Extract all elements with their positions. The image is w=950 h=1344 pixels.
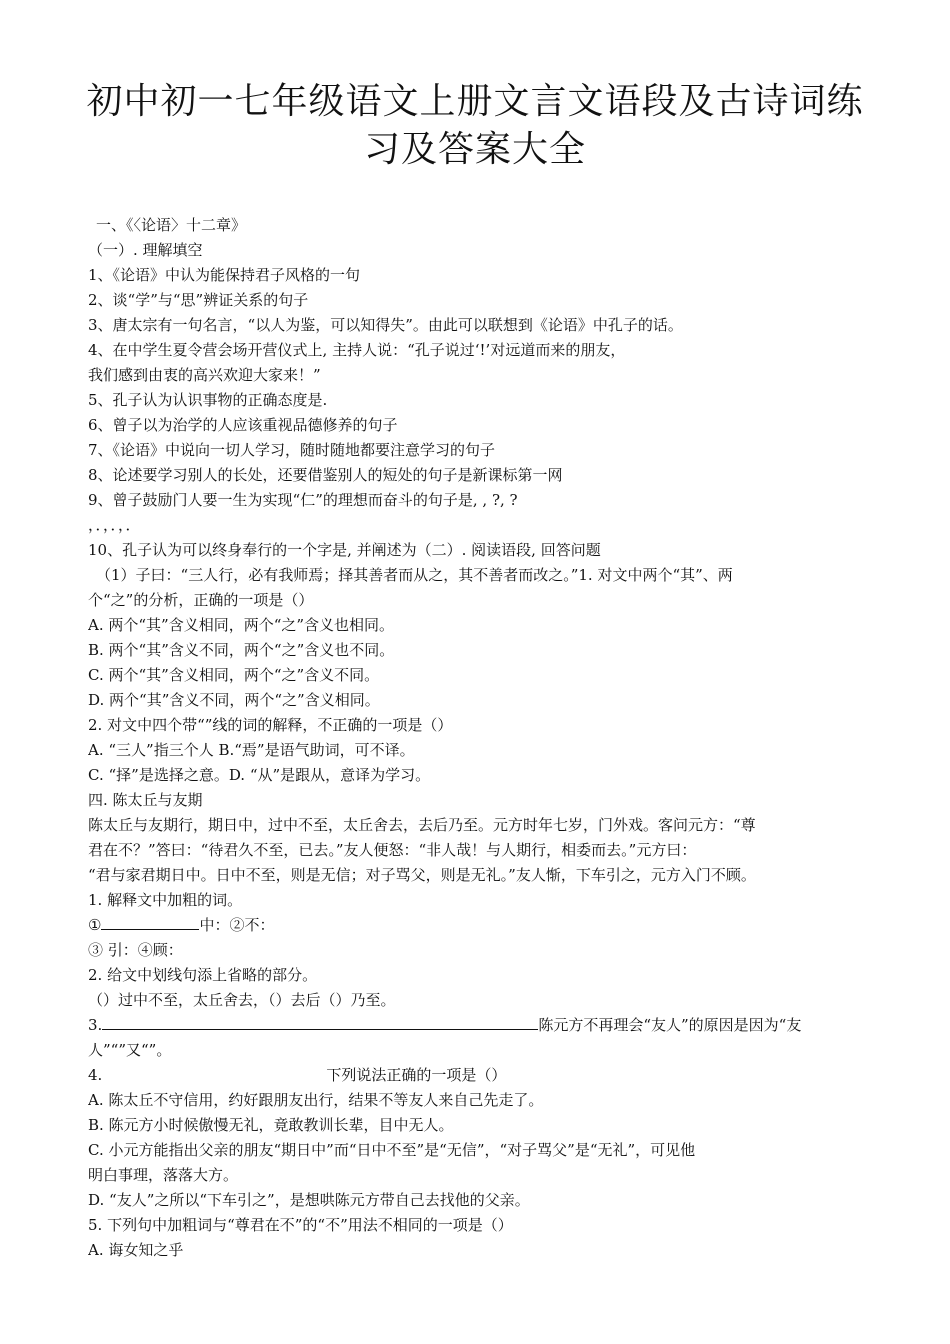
- question-text: 陈元方不再理会“友人”的原因是因为“友: [538, 1016, 802, 1034]
- option-line: D. “友人”之所以“下车引之”，是想哄陈元方带自己去找他的父亲。: [88, 1191, 530, 1209]
- option-line: B. 两个“其”含义不同，两个“之”含义也不同。: [88, 641, 395, 659]
- document-title-line-1: 初中初一七年级语文上册文言文语段及古诗词练: [86, 81, 864, 122]
- question-line: 10、孔子认为可以终身奉行的一个字是, 并阐述为（二）. 阅读语段, 回答问题: [88, 541, 601, 559]
- option-line: C. 小元方能指出父亲的朋友“期日中”而“日中不至”是“无信”，“对子骂父”是“无礼”，可见他: [88, 1141, 696, 1159]
- question-line: 7、《论语》中说向一切人学习，随时随地都要注意学习的句子: [88, 441, 496, 459]
- option-line: A. 诲女知之乎: [88, 1241, 184, 1259]
- answer-blank[interactable]: [101, 914, 199, 930]
- passage-line: 君在不？”答曰：“待君久不至，已去。”友人便怒：“非人哉！与人期行，相委而去。”元方曰：: [88, 841, 697, 859]
- option-line: A. “三人”指三个人 B.“焉”是语气助词，可不译。: [88, 741, 415, 759]
- question-line: 4、在中学生夏令营会场开营仪式上, 主持人说：“孔子说过‘!’对远道而来的朋友，: [88, 341, 626, 359]
- section-heading: 四. 陈太丘与友期: [88, 791, 203, 809]
- question-number: 3.: [88, 1016, 103, 1034]
- question-line: 1、《论语》中认为能保持君子风格的一句: [88, 266, 361, 284]
- option-line: B. 陈元方小时候傲慢无礼，竟敢教训长辈，目中无人。: [88, 1116, 454, 1134]
- passage-line: （1）子曰：“三人行，必有我师焉；择其善者而从之，其不善者而改之。”1. 对文中两个“其”、两: [96, 566, 733, 584]
- question-number: 4.: [88, 1066, 103, 1084]
- option-line: A. 陈太丘不守信用，约好跟朋友出行，结果不等友人来自己先走了。: [88, 1091, 544, 1109]
- question-line: [88, 1013, 868, 1038]
- question-line: 6、曾子以为治学的人应该重视品德修养的句子: [88, 416, 398, 434]
- option-line: C. 两个“其”含义相同，两个“之”含义不同。: [88, 666, 380, 684]
- option-line: D. 两个“其”含义不同，两个“之”含义相同。: [88, 691, 380, 709]
- question-line: 5. 下列句中加粗词与“尊君在不”的“不”用法不相同的一项是（）: [88, 1216, 513, 1234]
- answer-blank[interactable]: [102, 1014, 538, 1030]
- blank-label: 中：②不：: [199, 916, 275, 934]
- option-line: 明白事理，落落大方。: [88, 1166, 239, 1184]
- question-line: 3、唐太宗有一句名言，“以人为鉴，可以知得失”。由此可以联想到《论语》中孔子的话。: [88, 316, 683, 334]
- circle-number: ①: [88, 916, 102, 934]
- question-line: 9、曾子鼓励门人要一生为实现“仁”的理想而奋斗的句子是, , ?, ?: [88, 491, 518, 509]
- passage-line: 陈太丘与友期行，期日中，过中不至，太丘舍去，去后乃至。元方时年七岁，门外戏。客问元方：“尊: [88, 816, 756, 834]
- option-line: C. “择”是选择之意。D. “从”是跟从，意译为学习。: [88, 766, 431, 784]
- subsection-heading: （一）. 理解填空: [88, 241, 203, 259]
- question-line: 人”“”又“”。: [88, 1041, 172, 1059]
- document-title-line-2: 习及答案大全: [363, 129, 586, 170]
- punctuation-line: ，．，．，．: [88, 516, 141, 534]
- passage-line: “君与家君期日中。日中不至，则是无信；对子骂父，则是无礼。”友人惭，下车引之，元方入门不顾。: [88, 866, 756, 884]
- fill-blank-line: [88, 913, 868, 938]
- fill-blank-line: ③ 引：④顾：: [88, 941, 183, 959]
- document-body: [88, 213, 868, 1263]
- question-line: 1. 解释文中加粗的词。: [88, 891, 243, 909]
- question-line: （）过中不至，太丘舍去，（）去后（）乃至。: [88, 991, 396, 1009]
- question-text: 下列说法正确的一项是（）: [326, 1066, 507, 1084]
- question-line: 我们感到由衷的高兴欢迎大家来！”: [88, 366, 321, 384]
- question-line: [88, 1063, 868, 1088]
- option-line: A. 两个“其”含义相同，两个“之”含义也相同。: [88, 616, 395, 634]
- question-line: 5、孔子认为认识事物的正确态度是.: [88, 391, 328, 409]
- question-line: 8、论述要学习别人的长处，还要借鉴别人的短处的句子是新课标第一网: [88, 466, 563, 484]
- question-line: 2、谈“学”与“思”辨证关系的句子: [88, 291, 309, 309]
- question-line: 2. 给文中划线句添上省略的部分。: [88, 966, 318, 984]
- section-heading: 一、《〈论语〉十二章》: [96, 216, 247, 234]
- question-line: 个“之”的分析，正确的一项是（）: [88, 591, 314, 609]
- question-line: 2. 对文中四个带“”线的词的解释，不正确的一项是（）: [88, 716, 453, 734]
